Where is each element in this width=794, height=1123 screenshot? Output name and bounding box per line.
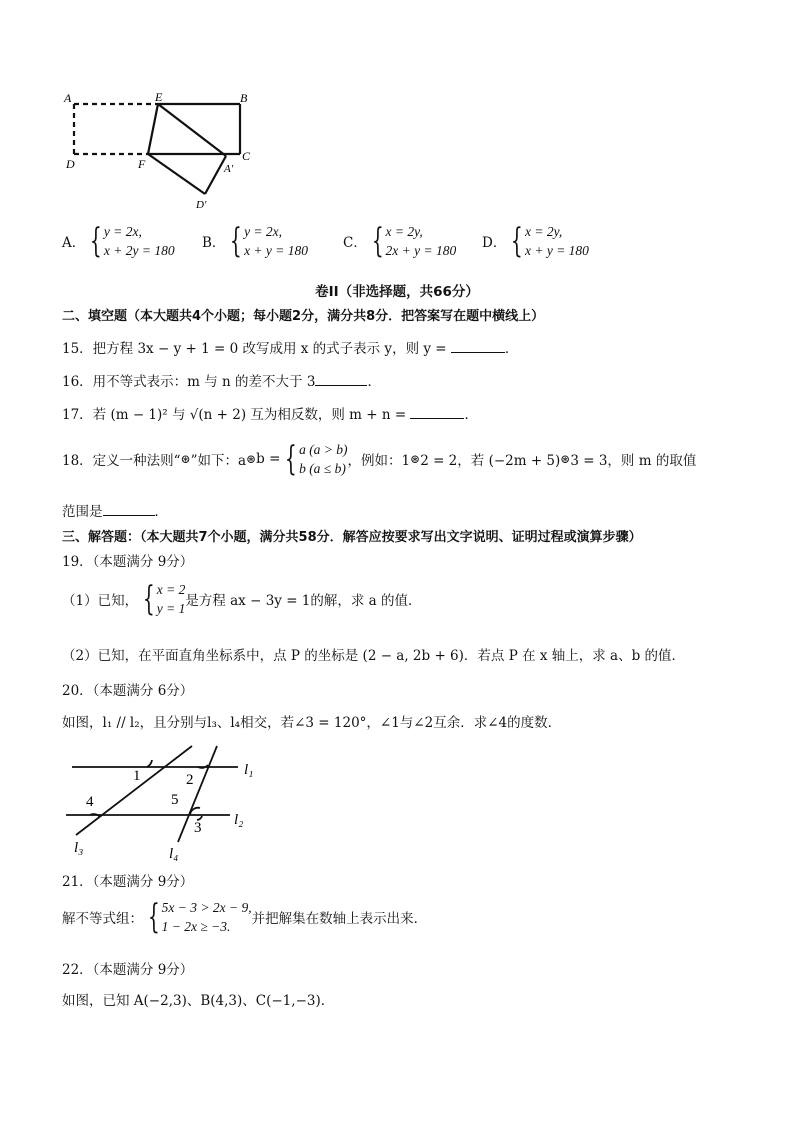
line-label-l2: l₂ xyxy=(234,812,244,828)
q21-body xyxy=(62,898,427,936)
q21-ineq2: 1 − 2x ≥ −3. xyxy=(161,919,231,934)
q15-answer-blank[interactable] xyxy=(451,339,505,353)
q15-text: 15．把方程 3x − y + 1 = 0 改写成用 x 的式子表示 y，则 y = xyxy=(62,341,451,357)
option-b-letter: B． xyxy=(202,235,226,251)
q20-header: 20．（本题满分 6分） xyxy=(62,683,194,699)
q19-part1-lead: （1）已知， xyxy=(62,593,139,609)
label-C: C xyxy=(242,149,251,163)
q18-text-d: ，例如：1 xyxy=(347,453,411,469)
q18-case2: b (a ≤ b) xyxy=(299,461,346,476)
q22-header: 22．（本题满分 9分） xyxy=(62,962,194,978)
q18-answer-blank[interactable] xyxy=(103,502,155,516)
section3-title: 三、解答题：（本大题共7个小题，满分共58分．解答应按要求写出文字说明、证明过程或演算步骤） xyxy=(62,530,642,545)
angle-label-3: 3 xyxy=(194,820,202,836)
option-d xyxy=(482,222,589,260)
q19-header: 19．（本题满分 9分） xyxy=(62,554,194,570)
option-b-eq2: x + y = 180 xyxy=(244,243,309,258)
section2-title: 二、填空题（本大题共4个小题；每小题2分，满分共8分．把答案写在题中横线上） xyxy=(62,309,545,324)
q17-text: 17．若 (m − 1)² 与 √(n + 2) 互为相反数，则 m + n = xyxy=(62,407,411,423)
q19-part1-tail: 是方程 ax − 3y = 1的解，求 a 的值． xyxy=(185,593,422,609)
q18-text-b: ”如下：a xyxy=(190,453,247,469)
brace-icon: { xyxy=(90,221,103,261)
option-d-eq2: x + y = 180 xyxy=(524,243,589,258)
q16-answer-blank[interactable] xyxy=(315,372,367,386)
label-B: B xyxy=(240,91,248,105)
q19-part2: （2）已知，在平面直角坐标系中，点 P 的坐标是 (2 − a, 2b + 6)．若点 P 在 x 轴上，求 a、b 的值． xyxy=(62,648,686,664)
angle-label-5: 5 xyxy=(171,792,179,808)
q17-end: ． xyxy=(464,407,478,423)
q18-line2-text: 范围是 xyxy=(62,504,103,520)
q20-body: 如图，l₁ // l₂，且分别与l₃、l₄相交，若∠3 = 120°，∠1与∠2互余．求∠4的度数． xyxy=(62,715,562,731)
line-label-l1: l₁ xyxy=(244,762,254,778)
line-label-l4: l₄ xyxy=(169,846,179,862)
question-18 xyxy=(62,440,696,478)
brace-icon: { xyxy=(142,579,155,619)
q18-line2-end: ． xyxy=(154,504,168,520)
parallel-lines-figure xyxy=(62,740,282,865)
angle-label-2: 2 xyxy=(186,772,194,788)
label-E: E xyxy=(155,90,163,104)
brace-icon: { xyxy=(285,439,298,479)
custom-operator-icon: ⊛ xyxy=(560,452,571,466)
brace-icon: { xyxy=(147,897,160,937)
q18-case1: a (a > b) xyxy=(299,442,348,457)
part2-title: 卷II（非选择题，共66分） xyxy=(315,284,479,300)
question-18-line2 xyxy=(62,500,168,520)
brace-icon: { xyxy=(230,221,243,261)
label-D-prime: D' xyxy=(196,199,207,211)
q19-case1: x = 2 xyxy=(156,582,186,597)
q17-answer-blank[interactable] xyxy=(410,405,464,419)
option-d-eq1: x = 2y, xyxy=(524,224,563,239)
brace-icon: { xyxy=(371,221,384,261)
q21-lead: 解不等式组： xyxy=(62,911,143,927)
q18-text-f: 3 = 3，则 m 的取值 xyxy=(570,453,697,469)
q21-ineq1: 5x − 3 > 2x − 9, xyxy=(161,900,252,915)
option-a-letter: A． xyxy=(62,235,86,251)
option-c-eq2: 2x + y = 180 xyxy=(385,243,457,258)
label-A-prime: A' xyxy=(224,163,234,175)
q19-case2: y = 1 xyxy=(156,601,186,616)
option-b xyxy=(202,222,308,260)
option-c-letter: C． xyxy=(343,235,367,251)
label-D: D xyxy=(66,157,75,171)
q21-tail: 并把解集在数轴上表示出来． xyxy=(251,911,428,927)
angle-label-4: 4 xyxy=(86,794,94,810)
q19-part1 xyxy=(62,580,422,618)
option-a-eq1: y = 2x, xyxy=(103,224,142,239)
q21-header: 21．（本题满分 9分） xyxy=(62,874,194,890)
option-b-eq1: y = 2x, xyxy=(244,224,283,239)
question-16 xyxy=(62,370,381,390)
q15-end: ． xyxy=(504,341,519,357)
question-17 xyxy=(62,403,478,423)
brace-icon: { xyxy=(511,221,524,261)
q22-body: 如图，已知 A(−2,3)、B(4,3)、C(−1,−3)． xyxy=(62,993,335,1009)
option-d-letter: D． xyxy=(482,235,507,251)
options-row xyxy=(62,222,742,266)
option-c xyxy=(343,222,456,260)
option-c-eq1: x = 2y, xyxy=(385,224,423,239)
q18-text-c: b = xyxy=(256,451,281,467)
option-a xyxy=(62,222,175,260)
q18-text-a: 18．定义一种法则“ xyxy=(62,453,181,469)
custom-operator-icon: ⊛ xyxy=(410,452,421,466)
label-A: A xyxy=(64,91,72,105)
line-label-l3: l₃ xyxy=(74,840,84,856)
question-15 xyxy=(62,337,518,357)
angle-label-1: 1 xyxy=(133,768,141,784)
option-a-eq2: x + 2y = 180 xyxy=(103,243,175,258)
custom-operator-icon: ⊛ xyxy=(246,452,257,466)
q16-text: 16．用不等式表示：m 与 n 的差不大于 3 xyxy=(62,374,316,390)
folded-rectangle-figure xyxy=(60,88,260,212)
custom-operator-icon: ⊛ xyxy=(180,452,191,466)
q18-text-e: 2 = 2，若 (−2m + 5) xyxy=(420,453,561,469)
label-F: F xyxy=(138,157,146,171)
q16-end: ． xyxy=(367,374,381,390)
